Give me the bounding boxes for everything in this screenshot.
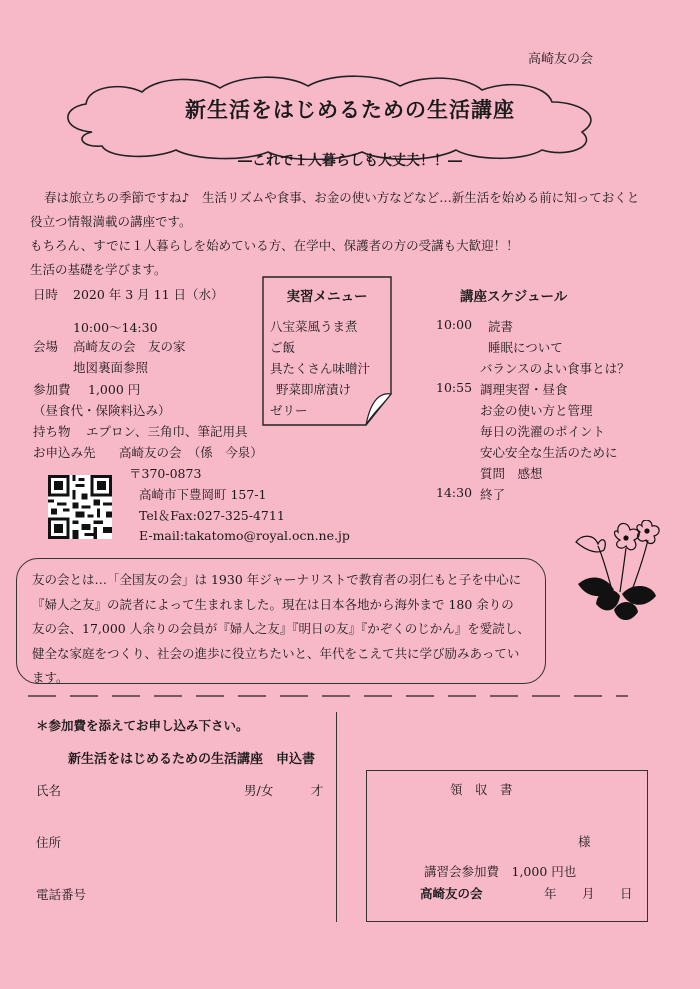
- form-divider: [336, 712, 337, 922]
- menu-item: ゼリー: [270, 403, 308, 418]
- receipt-honorific: 様: [578, 834, 591, 849]
- receipt-day: 日: [620, 886, 633, 901]
- form-title: 新生活をはじめるための生活講座 申込書: [68, 752, 316, 767]
- venue-label: 会場: [33, 339, 59, 354]
- gender-age-label: 男/女 才: [244, 783, 324, 798]
- address-text: 高崎市下豊岡町 157-1: [139, 487, 267, 502]
- receipt-year: 年: [544, 886, 557, 901]
- receipt-amount: 講習会参加費 1,000 円也: [424, 864, 577, 879]
- schedule-title: 講座スケジュール: [460, 289, 568, 305]
- form-note: ＊参加費を添えてお申し込み下さい。: [36, 718, 249, 733]
- menu-item: 八宝菜風うま煮: [270, 319, 358, 334]
- receipt-month: 月: [582, 886, 595, 901]
- about-line: 友の会、17,000 人余りの会員が『婦人之友』『明日の友』『かぞくのじかん』を愛読し、: [32, 621, 530, 636]
- organization-name: 高崎友の会: [528, 52, 594, 67]
- page-title: 新生活をはじめるための生活講座: [185, 97, 515, 122]
- date-label: 日時: [33, 287, 59, 302]
- intro-line: 生活の基礎を学びます。: [30, 262, 167, 277]
- intro-text: [30, 186, 690, 282]
- apply-label: お申込み先: [33, 445, 96, 460]
- menu-item: 野菜即席漬け: [276, 382, 352, 397]
- fee-label: 参加費: [33, 382, 71, 397]
- apply-value: 高崎友の会 （係 今泉）: [119, 445, 263, 460]
- receipt-issuer: 高崎友の会: [420, 886, 483, 901]
- email-link[interactable]: E-mail:takatomo@royal.ocn.ne.jp: [139, 528, 350, 543]
- cut-line: [28, 690, 628, 702]
- menu-item: ご飯: [270, 340, 296, 355]
- name-label: 氏名: [36, 783, 62, 798]
- schedule-time: 10:00: [436, 317, 473, 332]
- about-line: ます。: [32, 670, 69, 685]
- receipt-title: 領 収 書: [450, 782, 513, 797]
- schedule-desc: 毎日の洗濯のポイント: [480, 424, 606, 439]
- address-label: 住所: [36, 835, 62, 850]
- venue-note: 地図裏面参照: [73, 360, 149, 375]
- fee-value: 1,000 円: [88, 382, 141, 397]
- tel-fax: Tel＆Fax:027-325-4711: [139, 508, 285, 523]
- about-text: [32, 568, 532, 691]
- schedule-desc: お金の使い方と管理: [480, 403, 593, 418]
- about-line: 友の会とは…「全国友の会」は 1930 年ジャーナリストで教育者の羽仁もと子を中心に: [32, 572, 522, 587]
- intro-line: もちろん、すでに１人暮らしを始めている方、在学中、保護者の方の受講も大歓迎！！: [30, 238, 519, 253]
- date-value: 2020 年 3 月 11 日（水）: [73, 287, 224, 302]
- schedule-desc: 読書: [488, 319, 514, 334]
- fee-note: （昼食代・保険料込み）: [33, 403, 171, 418]
- bring-value: エプロン、三角巾、筆記用具: [86, 424, 248, 439]
- intro-line: 春は旅立ちの季節ですね♪ 生活リズムや食事、お金の使い方などなど…新生活を始める前に知っておくと: [44, 190, 640, 205]
- postal-code: 〒370-0873: [129, 466, 202, 481]
- menu-item: 具たくさん味噌汁: [270, 361, 371, 376]
- about-line: 健全な家庭をつくり、社会の進歩に役立ちたいと、年代をこえて共に学び励みあってい: [32, 645, 520, 661]
- time-value: 10:00～14:30: [73, 320, 158, 335]
- schedule-desc: 安心安全な生活のために: [480, 445, 618, 460]
- violet-flower-icon: [568, 520, 668, 630]
- about-line: 『婦人之友』の読者によって生まれました。現在は日本各地から海外まで 180 余りの: [32, 596, 514, 612]
- schedule-time: 10:55: [436, 380, 473, 395]
- schedule-desc: 質問 感想: [480, 466, 543, 481]
- intro-line: 役立つ情報満載の講座です。: [30, 214, 192, 229]
- schedule-desc: バランスのよい食事とは？: [480, 361, 630, 376]
- bring-label: 持ち物: [33, 424, 71, 439]
- schedule-time: 14:30: [436, 485, 473, 500]
- page-subtitle: ―これで１人暮らしも大丈夫！！―: [238, 153, 462, 169]
- schedule-desc: 睡眠について: [488, 340, 563, 355]
- schedule-desc: 終了: [480, 487, 506, 502]
- schedule-desc: 調理実習・昼食: [480, 382, 568, 397]
- menu-title: 実習メニュー: [286, 289, 368, 305]
- venue-value: 高崎友の会 友の家: [73, 339, 186, 354]
- phone-label: 電話番号: [36, 887, 87, 902]
- qr-code-icon[interactable]: [48, 475, 112, 539]
